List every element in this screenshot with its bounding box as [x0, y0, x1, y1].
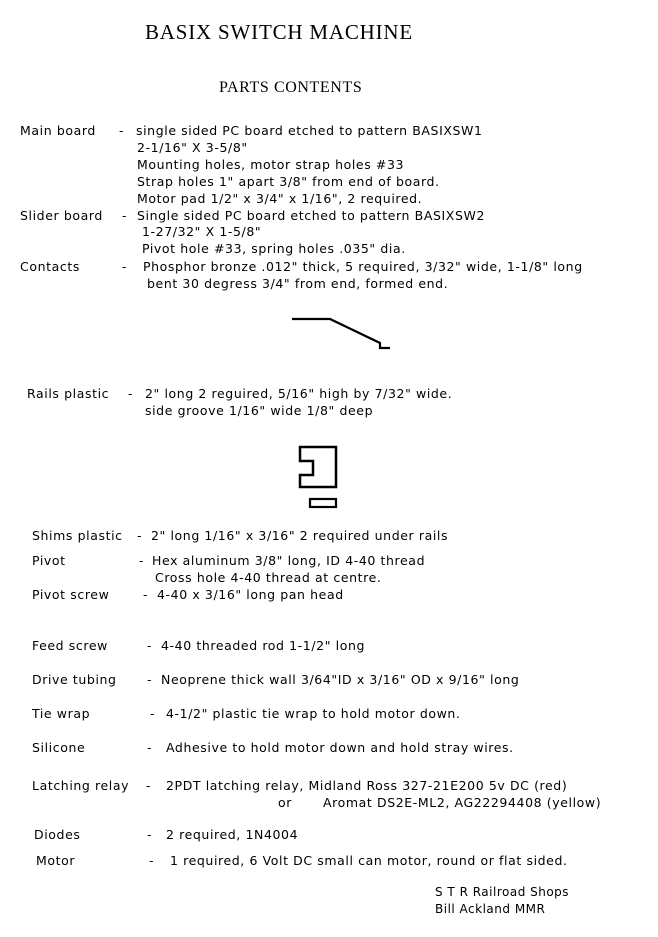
silicone-text: Adhesive to hold motor down and hold stray wires.	[166, 740, 514, 755]
diodes-text: 2 required, 1N4004	[166, 827, 299, 842]
slider-board-dash: -	[122, 208, 128, 223]
feed-screw-dash: -	[147, 638, 153, 653]
main-board-line-2: 2-1/16" X 3-5/8"	[137, 140, 248, 155]
shims-dash: -	[137, 528, 143, 543]
signature-author: Bill Ackland MMR	[435, 902, 546, 916]
latching-relay-line-1: 2PDT latching relay, Midland Ross 327-21E200 5v DC (red)	[166, 778, 568, 793]
latching-relay-line-2: Aromat DS2E-ML2, AG22294408 (yellow)	[323, 795, 602, 810]
page-title: BASIX SWITCH MACHINE	[145, 20, 413, 44]
pivot-screw-text: 4-40 x 3/16" long pan head	[157, 587, 344, 602]
contacts-label: Contacts	[20, 259, 80, 274]
main-board-line-5: Motor pad 1/2" x 3/4" x 1/16", 2 required.	[137, 191, 423, 206]
signature-shop: S T R Railroad Shops	[435, 885, 570, 899]
main-board-dash: -	[119, 123, 125, 138]
pivot-screw-label: Pivot screw	[32, 587, 110, 602]
shims-text: 2" long 1/16" x 3/16" 2 required under rails	[151, 528, 449, 543]
contacts-line-2: bent 30 degress 3/4" from end, formed end.	[147, 276, 449, 291]
slider-board-label: Slider board	[20, 208, 103, 223]
contact-diagram	[290, 315, 392, 351]
pivot-line-2: Cross hole 4-40 thread at centre.	[155, 570, 382, 585]
rails-label: Rails plastic	[27, 386, 110, 401]
tie-wrap-dash: -	[150, 706, 156, 721]
main-board-line-3: Mounting holes, motor strap holes #33	[137, 157, 405, 172]
page-subtitle: PARTS CONTENTS	[219, 79, 363, 96]
feed-screw-text: 4-40 threaded rod 1-1/2" long	[161, 638, 366, 653]
main-board-label: Main board	[20, 123, 96, 138]
silicone-label: Silicone	[32, 740, 86, 755]
contacts-dash: -	[122, 259, 128, 274]
latching-relay-dash: -	[146, 778, 152, 793]
motor-text: 1 required, 6 Volt DC small can motor, round or flat sided.	[170, 853, 568, 868]
tie-wrap-text: 4-1/2" plastic tie wrap to hold motor down.	[166, 706, 461, 721]
rails-line-2: side groove 1/16" wide 1/8" deep	[145, 403, 374, 418]
motor-dash: -	[149, 853, 155, 868]
drive-tubing-dash: -	[147, 672, 153, 687]
slider-board-line-1: Single sided PC board etched to pattern BASIXSW2	[137, 208, 485, 223]
drive-tubing-label: Drive tubing	[32, 672, 117, 687]
latching-relay-or: or	[278, 795, 292, 810]
motor-label: Motor	[36, 853, 76, 868]
slider-board-line-3: Pivot hole #33, spring holes .035" dia.	[142, 241, 406, 256]
feed-screw-label: Feed screw	[32, 638, 108, 653]
shims-label: Shims plastic	[32, 528, 123, 543]
pivot-dash: -	[139, 553, 145, 568]
pivot-line-1: Hex aluminum 3/8" long, ID 4-40 thread	[152, 553, 426, 568]
tie-wrap-label: Tie wrap	[32, 706, 91, 721]
main-board-line-1: single sided PC board etched to pattern BASIXSW1	[136, 123, 483, 138]
contacts-line-1: Phosphor bronze .012" thick, 5 required, 3/32" wide, 1-1/8" long	[143, 259, 583, 274]
drive-tubing-text: Neoprene thick wall 3/64"ID x 3/16" OD x 9/16" long	[161, 672, 520, 687]
slider-board-line-2: 1-27/32" X 1-5/8"	[142, 224, 262, 239]
pivot-label: Pivot	[32, 553, 66, 568]
rails-dash: -	[128, 386, 134, 401]
diodes-dash: -	[147, 827, 153, 842]
diodes-label: Diodes	[34, 827, 81, 842]
silicone-dash: -	[147, 740, 153, 755]
main-board-line-4: Strap holes 1" apart 3/8" from end of board.	[137, 174, 440, 189]
latching-relay-label: Latching relay	[32, 778, 130, 793]
pivot-screw-dash: -	[143, 587, 149, 602]
rails-line-1: 2" long 2 reguired, 5/16" high by 7/32" wide.	[145, 386, 453, 401]
rail-profile-diagram	[298, 444, 342, 511]
